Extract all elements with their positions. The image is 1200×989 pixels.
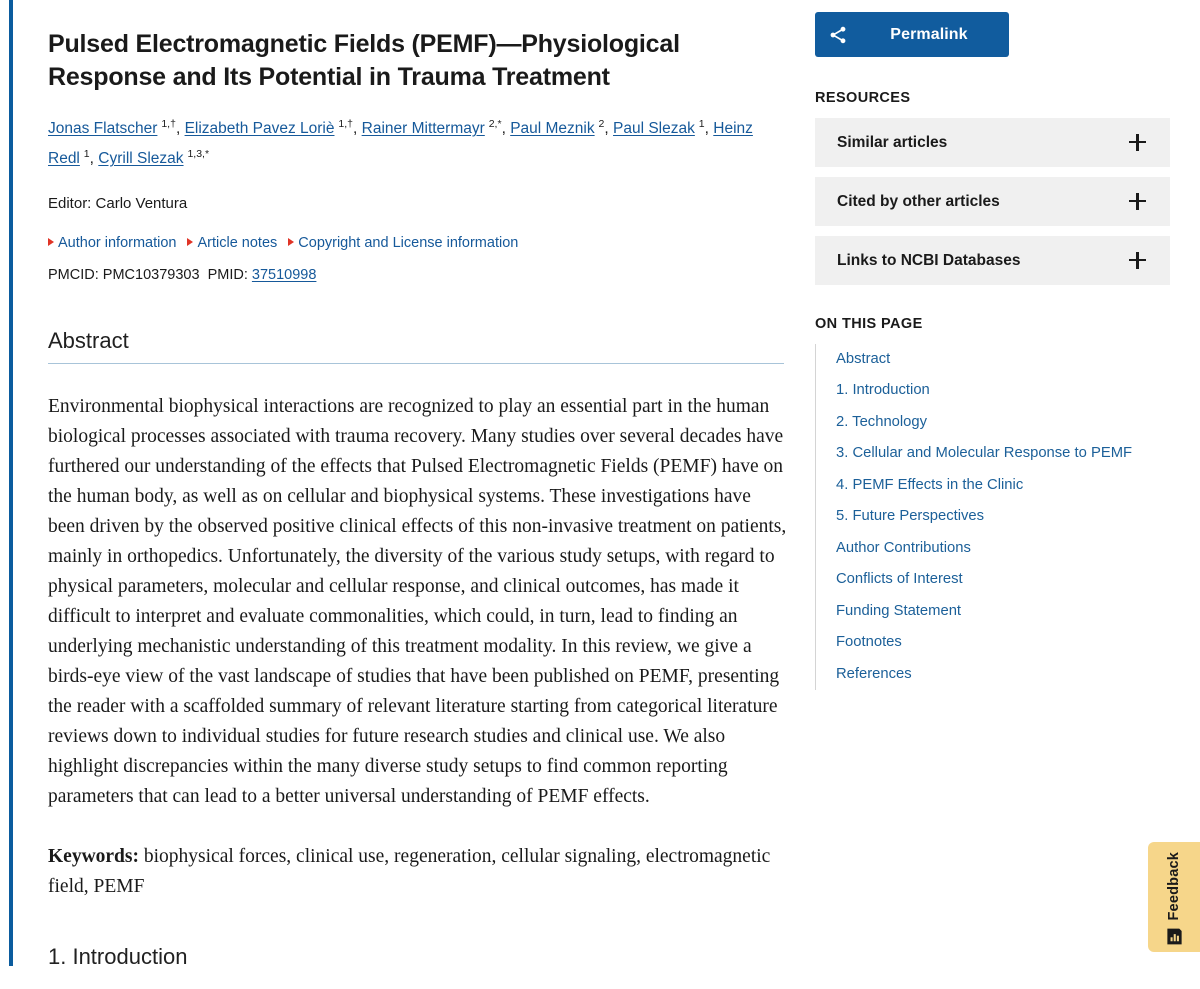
survey-chart-icon: [1165, 927, 1184, 951]
on-this-page-link[interactable]: Funding Statement: [836, 602, 962, 619]
permalink-button[interactable]: [815, 12, 1009, 57]
article-identifiers: [48, 267, 784, 283]
pmid-link[interactable]: 37510998: [251, 267, 317, 284]
accordion-item[interactable]: [815, 177, 1170, 226]
author-affiliation-marker: 1: [80, 148, 90, 161]
feedback-label: Feedback: [1166, 852, 1182, 921]
on-this-page-link[interactable]: 4. PEMF Effects in the Clinic: [836, 476, 1024, 493]
on-this-page-link[interactable]: 1. Introduction: [836, 382, 930, 399]
author-link[interactable]: Heinz Redl: [48, 120, 753, 168]
on-this-page-link[interactable]: Conflicts of Interest: [836, 571, 963, 588]
triangle-right-icon: [187, 238, 193, 246]
pmcid-value: PMC10379303: [102, 267, 200, 284]
author-separator: ,: [704, 120, 714, 137]
author-affiliation-marker: 1,3,*: [184, 148, 210, 161]
author-separator: ,: [89, 150, 99, 168]
meta-link[interactable]: [288, 235, 518, 251]
plus-icon[interactable]: [1129, 193, 1146, 210]
author-affiliation-marker: 1: [695, 117, 705, 130]
meta-link[interactable]: [187, 235, 277, 251]
author-list: [48, 114, 784, 174]
meta-link-label: Author information: [58, 235, 177, 252]
resources-accordion: [815, 118, 1170, 285]
meta-link[interactable]: [48, 235, 176, 251]
meta-link-label: Article notes: [197, 235, 278, 252]
editor-line: Editor: Carlo Ventura: [48, 195, 188, 213]
on-this-page-link[interactable]: 5. Future Perspectives: [836, 508, 985, 525]
author-separator: ,: [604, 120, 614, 137]
author-link[interactable]: Cyrill Slezak: [98, 150, 184, 168]
triangle-right-icon: [48, 238, 54, 246]
abstract-heading: Abstract: [48, 328, 784, 364]
page-title: Pulsed Electromagnetic Fields (PEMF)—Physiological Response and Its Potential in Trauma Treatment: [48, 30, 680, 91]
meta-link-label: Copyright and License information: [298, 235, 519, 252]
abstract-paragraph: Environmental biophysical interactions are recognized to play an essential part in the human biological processes associated with trauma recovery. Many studies over several decades have furthered our understanding of the effects that Pulsed Electromagnetic Fields (PEMF) have on the human body, as well as on cellular and biophysical systems. These investigations have been driven by the observed positive clinical effects of this non-invasive treatment on patients, mainly in orthopedics. Unfortunately, the diversity of the various study setups, with regard to physical parameters, molecular and cellular response, and clinical outcomes, has made it difficult to interpret and evaluate commonalities, which could, in turn, lead to finding an underlying mechanistic understanding of this treatment modality. In this review, we give a birds-eye view of the vast landscape of studies that have been published on PEMF, presenting the reader with a scaffolded summary of relevant literature starting from categorical literature reviews down to individual studies for future research studies and clinical use. We also highlight discrepancies within the many diverse study setups to find common reporting parameters that can lead to a better universal understanding of PEMF effects.: [48, 396, 787, 808]
article-meta-links: [48, 235, 784, 251]
on-this-page-link[interactable]: Abstract: [836, 351, 891, 367]
accordion-item[interactable]: [815, 118, 1170, 167]
triangle-right-icon: [288, 238, 294, 246]
author-affiliation-marker: 2: [595, 117, 605, 130]
accordion-item-label: Similar articles: [837, 133, 948, 151]
author-link[interactable]: Jonas Flatscher: [48, 120, 158, 137]
resources-heading: RESOURCES: [815, 90, 911, 106]
on-this-page-heading: ON THIS PAGE: [815, 316, 923, 332]
feedback-tab[interactable]: [1148, 842, 1200, 952]
accordion-item-label: Cited by other articles: [837, 192, 1000, 210]
plus-icon[interactable]: [1129, 252, 1146, 269]
author-link[interactable]: Rainer Mittermayr: [361, 120, 485, 137]
introduction-heading: 1. Introduction: [48, 944, 188, 970]
author-link[interactable]: Elizabeth Pavez Loriè: [184, 120, 335, 137]
accordion-item-label: Links to NCBI Databases: [837, 251, 1021, 269]
on-this-page-link[interactable]: 2. Technology: [836, 413, 928, 430]
abstract-body: [48, 392, 788, 902]
keywords-values: biophysical forces, clinical use, regeneration, cellular signaling, electromagnetic field, PEMF: [48, 846, 771, 898]
keywords-label: Keywords:: [48, 846, 139, 868]
article-main-column: [48, 0, 787, 989]
author-separator: ,: [501, 120, 511, 137]
author-link[interactable]: Paul Slezak: [613, 120, 695, 137]
author-affiliation-marker: 2,*: [485, 117, 502, 130]
pmcid-label: PMCID:: [48, 267, 99, 284]
author-affiliation-marker: 1,†: [335, 117, 353, 130]
permalink-button-label: Permalink: [890, 25, 968, 43]
on-this-page-link[interactable]: Author Contributions: [836, 539, 971, 556]
keywords-paragraph: [48, 842, 788, 902]
share-icon: [815, 25, 861, 45]
article-sidebar: [815, 0, 1170, 690]
author-separator: ,: [353, 120, 362, 137]
author-affiliation-marker: 1,†: [158, 117, 176, 130]
on-this-page-link[interactable]: References: [836, 665, 912, 682]
author-link[interactable]: Paul Meznik: [510, 120, 595, 137]
on-this-page-link[interactable]: 3. Cellular and Molecular Response to PEMF: [836, 445, 1133, 462]
pmid-label: PMID:: [207, 267, 248, 284]
plus-icon[interactable]: [1129, 134, 1146, 151]
on-this-page-link[interactable]: Footnotes: [836, 634, 902, 651]
accordion-item[interactable]: [815, 236, 1170, 285]
author-separator: ,: [175, 120, 185, 137]
on-this-page-nav: [815, 344, 1170, 690]
